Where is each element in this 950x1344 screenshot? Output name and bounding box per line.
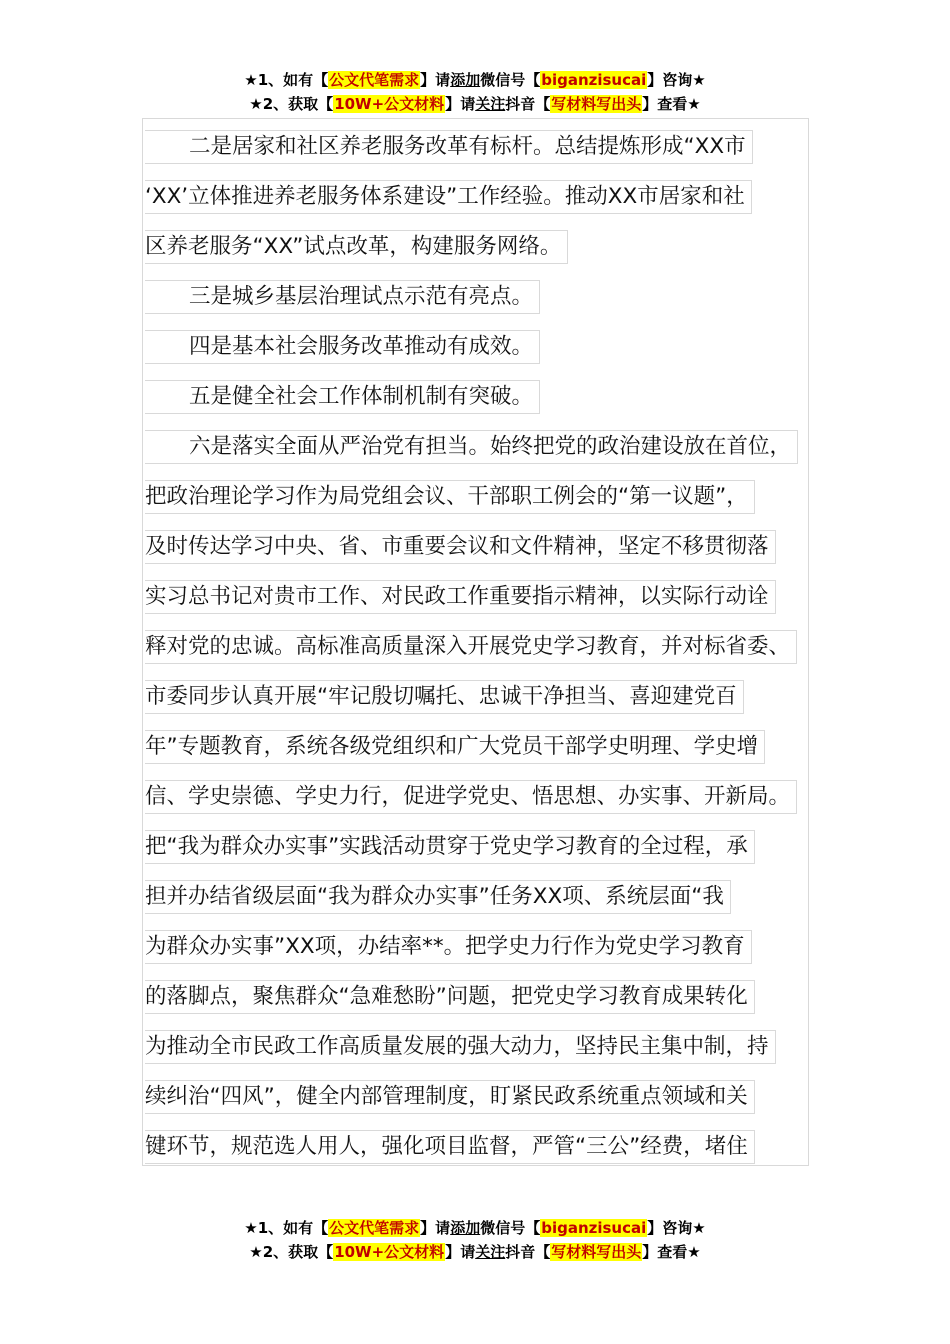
banner-text: ★1、如有【 [244,1219,329,1237]
banner-underlined: 关注 [475,95,506,113]
banner-text: 】查看★ [642,1243,701,1261]
text-line [145,522,805,572]
banner-highlight: 10W+公文材料 [334,1243,445,1261]
line-text: 市委同步认真开展“牢记殷切嘱托、忠诚干净担当、喜迎建党百 [145,680,744,714]
text-line [145,422,805,472]
line-text: 为推动全市民政工作高质量发展的强大动力，坚持民主集中制，持 [145,1030,776,1064]
banner-highlight: biganzisucai [541,1219,647,1237]
text-line [145,722,805,772]
banner-text: 微信号【 [480,1219,541,1237]
header-banner [0,68,950,116]
text-line [145,922,805,972]
line-text: 的落脚点，聚焦群众“急难愁盼”问题，把党史学习教育成果转化 [145,980,755,1014]
banner-highlight: 10W+公文材料 [334,95,445,113]
banner-underlined: 关注 [475,1243,506,1261]
text-line [145,572,805,622]
line-text: 键环节，规范选人用人，强化项目监督，严管“三公”经费，堵住 [145,1130,755,1164]
text-line [145,372,805,422]
line-text: 二是居家和社区养老服务改革有标杆。总结提炼形成“XX市 [145,130,753,164]
text-line [145,972,805,1022]
banner-text: 】请 [445,95,476,113]
line-text: 区养老服务“XX”试点改革，构建服务网络。 [145,230,568,264]
banner-line-1 [0,1216,950,1240]
banner-text: 微信号【 [480,71,541,89]
banner-text: 】查看★ [642,95,701,113]
text-line [145,1022,805,1072]
banner-text: ★1、如有【 [244,71,329,89]
text-line [145,772,805,822]
text-line [145,622,805,672]
line-text: 为群众办实事”XX项，办结率**。把学史力行作为党史学习教育 [145,930,752,964]
banner-highlight: 写材料写出头 [551,1243,642,1261]
text-line [145,222,805,272]
text-line [145,322,805,372]
line-text: 续纠治“四风”，健全内部管理制度，盯紧民政系统重点领域和关 [145,1080,755,1114]
banner-highlight: 公文代笔需求 [329,71,420,89]
banner-highlight: 写材料写出头 [551,95,642,113]
line-text: 把政治理论学习作为局党组会议、干部职工例会的“第一议题”， [145,480,755,514]
text-line [145,1072,805,1122]
footer-banner [0,1216,950,1264]
banner-underlined: 添加 [450,71,481,89]
banner-text: 】咨询★ [647,1219,706,1237]
banner-text: 】请 [420,71,451,89]
line-text: 把“我为群众办实事”实践活动贯穿于党史学习教育的全过程，承 [145,830,755,864]
document-body [145,122,805,1172]
banner-line-1 [0,68,950,92]
banner-underlined: 添加 [450,1219,481,1237]
text-line [145,272,805,322]
line-text: 四是基本社会服务改革推动有成效。 [145,330,540,364]
line-text: 实习总书记对贵市工作、对民政工作重要指示精神，以实际行动诠 [145,580,776,614]
banner-line-2 [0,1240,950,1264]
text-line [145,1122,805,1172]
text-line [145,672,805,722]
banner-text: 抖音【 [505,1243,551,1261]
line-text: ‘XX’立体推进养老服务体系建设”工作经验。推动XX市居家和社 [145,180,752,214]
line-text: 三是城乡基层治理试点示范有亮点。 [145,280,540,314]
line-text: 信、学史崇德、学史力行，促进学党史、悟思想、办实事、开新局。 [145,780,797,814]
banner-text: ★2、获取【 [249,1243,334,1261]
banner-text: 】请 [420,1219,451,1237]
banner-text: ★2、获取【 [249,95,334,113]
banner-text: 】咨询★ [647,71,706,89]
banner-highlight: 公文代笔需求 [329,1219,420,1237]
line-text: 五是健全社会工作体制机制有突破。 [145,380,540,414]
line-text: 担并办结省级层面“我为群众办实事”任务XX项、系统层面“我 [145,880,731,914]
text-line [145,472,805,522]
text-line [145,122,805,172]
banner-highlight: biganzisucai [541,71,647,89]
line-text: 六是落实全面从严治党有担当。始终把党的政治建设放在首位， [145,430,798,464]
banner-line-2 [0,92,950,116]
line-text: 年”专题教育，系统各级党组织和广大党员干部学史明理、学史增 [145,730,765,764]
banner-text: 抖音【 [505,95,551,113]
text-line [145,822,805,872]
text-line [145,872,805,922]
banner-text: 】请 [445,1243,476,1261]
line-text: 及时传达学习中央、省、市重要会议和文件精神，坚定不移贯彻落 [145,530,776,564]
text-line [145,172,805,222]
line-text: 释对党的忠诚。高标准高质量深入开展党史学习教育，并对标省委、 [145,630,797,664]
